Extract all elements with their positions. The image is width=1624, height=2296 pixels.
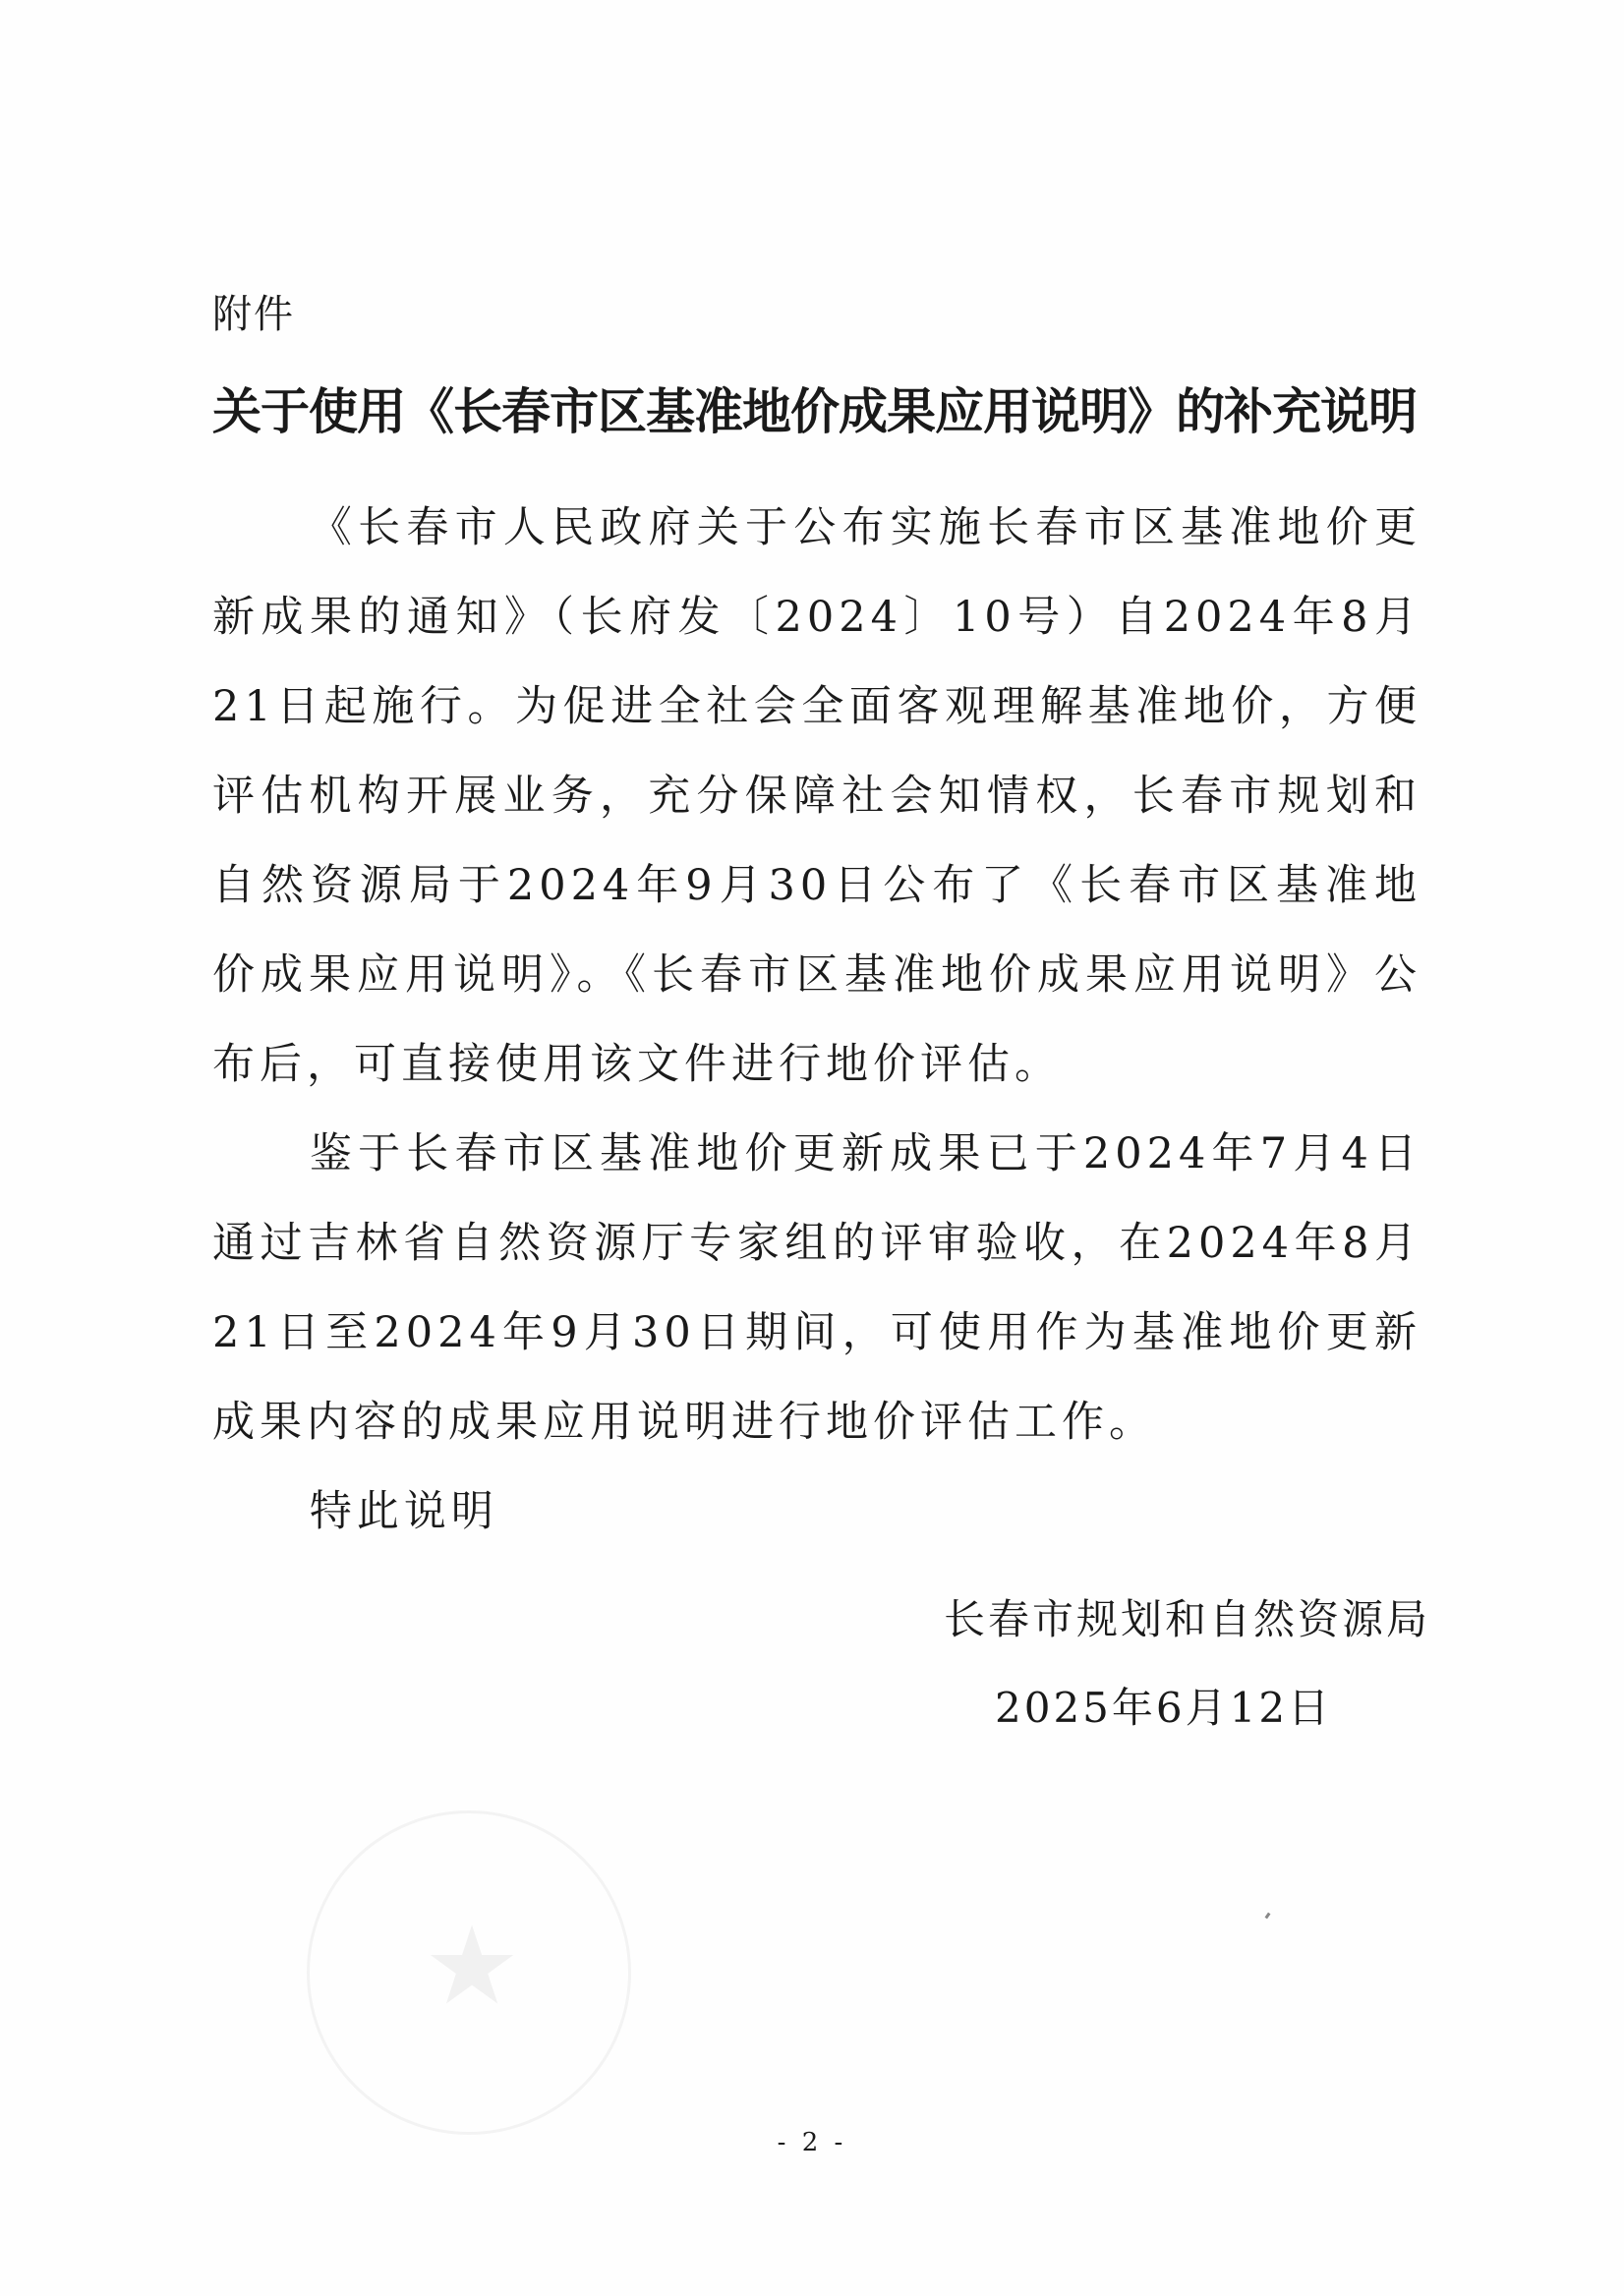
- signature-date: 2025年6月12日: [995, 1684, 1333, 1732]
- attachment-label: 附件: [212, 292, 295, 337]
- page-number: - 2 -: [777, 2128, 847, 2157]
- scan-artifact: [1265, 1913, 1271, 1920]
- document-body: [212, 484, 1421, 1557]
- official-seal-icon: [307, 1810, 631, 2135]
- paragraph-2: 鉴于长春市区基准地价更新成果已于2024年7月4日通过吉林省自然资源厅专家组的评审验收，在2024年8月21日至2024年9月30日期间，可使用作为基准地价更新成果内容的成果应用说明进行地价评估工作。: [212, 1129, 1421, 1447]
- signature-organization: 长春市规划和自然资源局: [944, 1595, 1431, 1643]
- document-title: 关于使用《长春市区基准地价成果应用说明》的补充说明: [212, 383, 1417, 440]
- paragraph-1: 《长春市人民政府关于公布实施长春市区基准地价更新成果的通知》（长府发〔2024〕10号）自2024年8月21日起施行。为促进全社会全面客观理解基准地价，方便评估机构开展业务，充分保障社会知情权，长春市规划和自然资源局于2024年9月30日公布了《长春市区基准地价成果应用说明》。《长春市区基准地价成果应用说明》公布后，可直接使用该文件进行地价评估。: [212, 503, 1421, 1089]
- closing-statement: 特此说明: [309, 1487, 498, 1536]
- seal-star-icon: ★: [423, 1903, 521, 2029]
